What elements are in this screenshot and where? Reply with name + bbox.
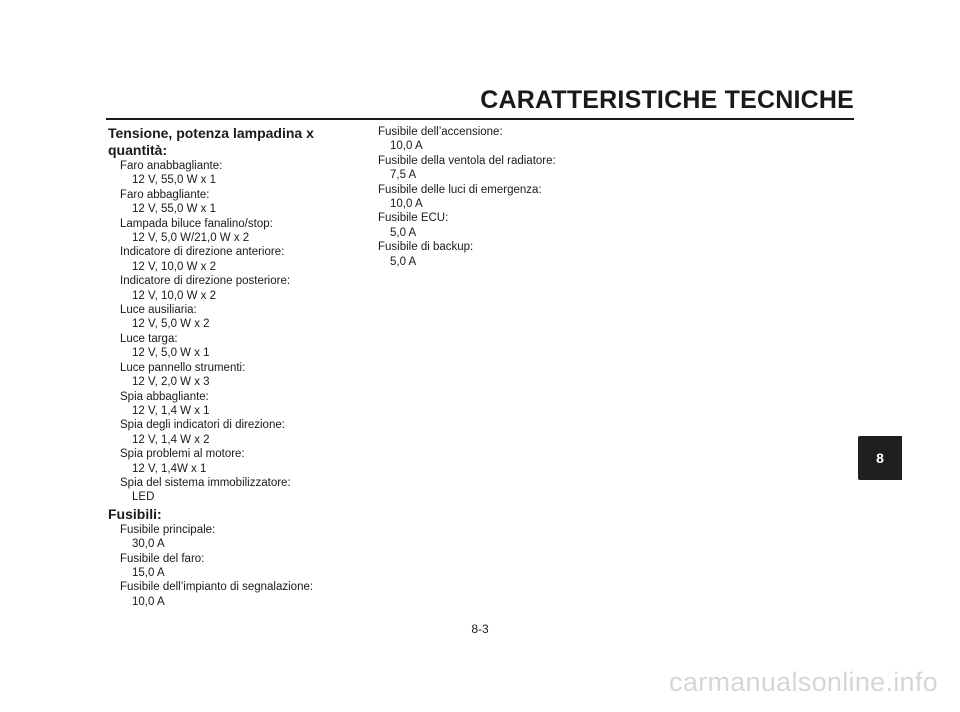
- spec-label: Luce pannello strumenti:: [120, 361, 246, 374]
- left-column: [108, 125, 378, 609]
- spec-label: Luce ausiliaria:: [120, 304, 197, 317]
- spec-label: Fusibile di backup:: [378, 241, 474, 254]
- spec-value: 12 V, 2,0 W x 3: [132, 376, 210, 389]
- spec-value: 10,0 A: [390, 198, 423, 211]
- watermark: carmanualsonline.info: [669, 667, 938, 697]
- spec-label: Indicatore di direzione anteriore:: [120, 246, 285, 259]
- fuse-spec-list-left: [108, 523, 378, 609]
- spec-value: 12 V, 10,0 W x 2: [132, 260, 216, 273]
- spec-label: Spia del sistema immobilizzatore:: [120, 476, 291, 489]
- spec-value: 12 V, 55,0 W x 1: [132, 174, 216, 187]
- spec-label: Spia abbagliante:: [120, 390, 209, 403]
- spec-label: Fusibile delle luci di emergenza:: [378, 183, 542, 196]
- spec-label: Fusibile della ventola del radiatore:: [378, 154, 556, 167]
- spec-label: Fusibile dell’accensione:: [378, 126, 503, 138]
- spec-value: 12 V, 5,0 W/21,0 W x 2: [132, 232, 250, 245]
- bulb-heading-line-1: Tensione, potenza lampadina x: [108, 125, 314, 141]
- spec-value: 7,5 A: [390, 169, 417, 182]
- spec-value: 30,0 A: [132, 538, 165, 551]
- spec-value: LED: [132, 491, 155, 504]
- page-title: CARATTERISTICHE TECNICHE: [480, 86, 854, 114]
- spec-value: 10,0 A: [390, 140, 423, 153]
- spec-label: Fusibile principale:: [120, 523, 216, 536]
- fuse-section-heading: Fusibili:: [108, 505, 162, 522]
- spec-value: 15,0 A: [132, 566, 165, 579]
- spec-label: Indicatore di direzione posteriore:: [120, 275, 291, 288]
- chapter-tab[interactable]: 8: [858, 436, 902, 480]
- spec-label: Fusibile ECU:: [378, 212, 449, 225]
- header-divider: [106, 118, 854, 120]
- spec-label: Fusibile del faro:: [120, 552, 205, 565]
- spec-value: 12 V, 1,4W x 1: [132, 462, 207, 475]
- spec-label: Luce targa:: [120, 332, 178, 345]
- spec-label: Fusibile dell’impianto di segnalazione:: [120, 581, 314, 594]
- spec-value: 5,0 A: [390, 226, 417, 239]
- spec-value: 10,0 A: [132, 595, 165, 608]
- bulb-heading-line-2: quantità:: [108, 142, 168, 158]
- spec-value: 12 V, 10,0 W x 2: [132, 289, 216, 302]
- spec-value: 12 V, 5,0 W x 2: [132, 318, 210, 331]
- spec-value: 12 V, 1,4 W x 2: [132, 433, 210, 446]
- spec-value: 5,0 A: [390, 255, 417, 268]
- spec-value: 12 V, 55,0 W x 1: [132, 203, 216, 216]
- spec-label: Lampada biluce fanalino/stop:: [120, 217, 273, 230]
- spec-value: 12 V, 1,4 W x 1: [132, 404, 210, 417]
- page-number: 8-3: [471, 622, 489, 636]
- spec-value: 12 V, 5,0 W x 1: [132, 347, 210, 360]
- fuse-spec-list-right: [378, 125, 638, 269]
- spec-label: Spia degli indicatori di direzione:: [120, 419, 285, 432]
- right-column: [378, 125, 638, 269]
- spec-label: Faro abbagliante:: [120, 188, 210, 201]
- spec-label: Spia problemi al motore:: [120, 448, 245, 461]
- bulb-section-heading: [108, 125, 378, 159]
- bulb-spec-list: [108, 159, 378, 505]
- spec-label: Faro anabbagliante:: [120, 160, 223, 172]
